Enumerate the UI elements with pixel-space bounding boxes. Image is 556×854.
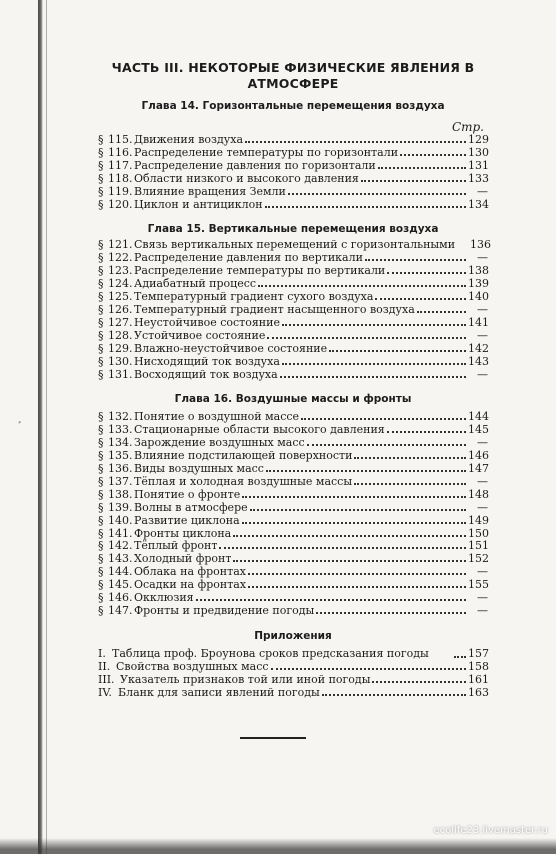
toc-row: § 121. Связь вертикальных перемещений с горизонтальными 136 bbox=[98, 238, 491, 252]
toc-row: § 144. Облака на фронтах — bbox=[98, 565, 488, 579]
toc-row: § 143. Холодный фронт 152 bbox=[98, 552, 489, 566]
toc-row: § 131. Восходящий ток воздуха — bbox=[98, 367, 488, 381]
toc-row: § 116. Распределение температуры по горизонтали 130 bbox=[98, 145, 489, 159]
chapter-title: Глава 14. Горизонтальные перемещения воздуха bbox=[141, 100, 445, 112]
toc-row: § 138. Понятие о фронте 148 bbox=[98, 487, 489, 501]
toc-row: § 134. Зарождение воздушных масс — bbox=[98, 436, 488, 450]
toc-row: § 146. Окклюзия — bbox=[98, 591, 488, 605]
chapter-title: Глава 15. Вертикальные перемещения воздуха bbox=[147, 223, 439, 236]
toc-row: § 141. Фронты циклона 150 bbox=[98, 526, 489, 540]
chapter-list bbox=[98, 134, 488, 211]
appendix-row: II. Свойства воздушных масс 158 bbox=[98, 659, 489, 673]
toc-row: § 147. Фронты и предвидение погоды — bbox=[98, 604, 488, 617]
margin-mark: ﾞ bbox=[18, 422, 23, 433]
toc-row: § 129. Влажно-неустойчивое состояние 142 bbox=[98, 341, 489, 355]
toc-row: § 127. Неустойчивое состояние 141 bbox=[98, 315, 489, 329]
appendix-row: IV. Бланк для записи явлений погоды 163 bbox=[98, 685, 489, 699]
toc-row: § 136. Виды воздушных масс 147 bbox=[98, 462, 489, 476]
toc-row: § 145. Осадки на фронтах 155 bbox=[98, 578, 489, 592]
toc-row: § 118. Области низкого и высокого давления 133 bbox=[98, 171, 489, 185]
toc-row: § 119. Влияние вращения Земли — bbox=[98, 184, 488, 198]
closing-rule bbox=[240, 737, 306, 739]
toc-row: § 126. Температурный градиент насыщенного воздуха — bbox=[98, 302, 488, 316]
toc-row: § 120. Циклон и антициклон 134 bbox=[98, 197, 489, 211]
toc-row: § 122. Распределение давления по вертикали — bbox=[98, 251, 488, 265]
chapter-list bbox=[98, 238, 491, 381]
appendix-list bbox=[98, 648, 488, 700]
toc-row: § 124. Адиабатный процесс 139 bbox=[98, 277, 489, 291]
toc-row: § 130. Нисходящий ток воздуха 143 bbox=[98, 354, 489, 368]
toc-row: § 133. Стационарные области высокого давления 145 bbox=[98, 423, 489, 437]
chapter-title: Глава 16. Воздушные массы и фронты bbox=[174, 393, 412, 406]
appendix-row: III. Указатель признаков той или иной погоды 161 bbox=[98, 672, 489, 686]
toc-row: § 135. Влияние подстилающей поверхности 146 bbox=[98, 449, 489, 463]
chapter-list bbox=[98, 411, 488, 618]
toc-row: § 140. Развитие циклона 149 bbox=[98, 513, 489, 527]
page-binding-edge bbox=[38, 0, 43, 854]
page-bottom-edge bbox=[0, 838, 556, 854]
toc-row: § 142. Тёплый фронт 151 bbox=[98, 539, 489, 553]
toc-row: § 117. Распределение давления по горизонтали 131 bbox=[98, 158, 489, 172]
toc-row: § 115. Движения воздуха 129 bbox=[98, 133, 489, 146]
toc-row: § 139. Волны в атмосфере — bbox=[98, 500, 488, 514]
watermark: ecolife23.livemaster.ru bbox=[433, 825, 548, 836]
toc-row: § 132. Понятие о воздушной массе 144 bbox=[98, 410, 489, 424]
part-title: ЧАСТЬ III. НЕКОТОРЫЕ ФИЗИЧЕСКИЕ ЯВЛЕНИЯ В АТМОСФЕРЕ bbox=[111, 60, 475, 91]
toc-row: § 125. Температурный градиент сухого воздуха 140 bbox=[98, 290, 489, 304]
appendix-row: I. Таблица проф. Броунова сроков предсказания погоды 157 bbox=[98, 646, 489, 660]
toc-row: § 137. Тёплая и холодная воздушные массы — bbox=[98, 474, 488, 488]
toc-row: § 128. Устойчивое состояние — bbox=[98, 328, 488, 342]
toc-row: § 123. Распределение температуры по вертикали 138 bbox=[98, 264, 489, 278]
page-binding-line bbox=[46, 0, 47, 854]
appendix-title: Приложения bbox=[254, 629, 332, 642]
table-of-contents bbox=[98, 60, 491, 700]
page-column-label: Стр. bbox=[451, 120, 484, 134]
